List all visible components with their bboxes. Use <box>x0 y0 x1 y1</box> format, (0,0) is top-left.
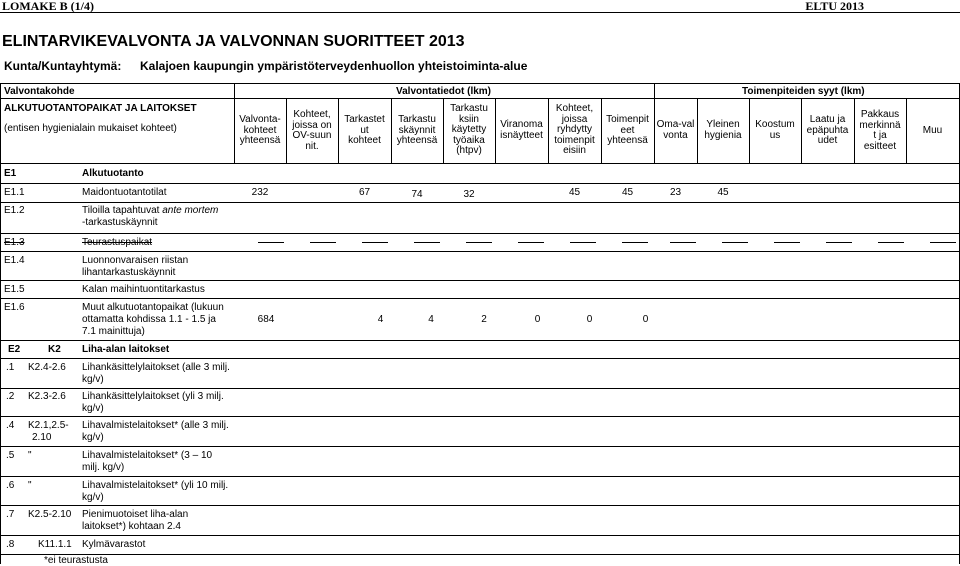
row-label-2: kg/v) <box>82 374 104 385</box>
form-id: LOMAKE B (1/4) <box>2 0 94 13</box>
rule <box>0 554 960 555</box>
row-label: Muut alkutuotantopaikat (lukuun <box>82 302 224 313</box>
rule <box>0 416 960 417</box>
footnote: *ei teurastusta <box>44 555 108 566</box>
cell-value: 4 <box>428 314 434 325</box>
rule <box>0 298 960 299</box>
row-k-code: K2.3-2.6 <box>28 391 66 402</box>
group-valvontatiedot: Valvontatiedot (lkm) <box>396 86 492 97</box>
rule <box>0 83 1 564</box>
row-label: Lihankäsittelylaitokset (alle 3 milj. <box>82 362 230 373</box>
row-label: Lihavalmistelaitokset* (yli 10 milj. <box>82 480 229 491</box>
row-k-code: K2.1,2.5- <box>28 420 69 431</box>
rule <box>0 98 960 99</box>
col-toimenpidekohteet: Kohteet, joissa ryhdytty toimenpit eisiin <box>554 103 595 156</box>
col-koostumus: Koostum us <box>755 119 795 141</box>
row-code: .8 <box>6 539 15 550</box>
cell-value: 32 <box>463 189 475 200</box>
cell-value: 45 <box>621 187 634 198</box>
row-label: Lihavalmistelaitokset* (3 – 10 <box>82 450 213 461</box>
rule <box>0 280 960 281</box>
row-k-code: " <box>28 450 32 461</box>
col-tyoaika: Tarkastu ksiin käytetty työaika (htpv) <box>450 103 488 156</box>
row-code: E1.4 <box>4 255 25 266</box>
row-label-3: 7.1 mainittuja) <box>82 326 145 337</box>
group-valvontakohde: Valvontakohde <box>4 86 75 97</box>
col-toimenpiteet: Toimenpit eet yhteensä <box>606 114 649 146</box>
rule <box>0 202 960 203</box>
rule <box>0 505 960 506</box>
row-label: Lihavalmistelaitokset* (alle 3 milj. <box>82 420 229 431</box>
row-label-2: kg/v) <box>82 492 104 503</box>
cell-value: 67 <box>358 187 371 198</box>
row-label-2: laitokset*) kohtaan 2.4 <box>82 521 181 532</box>
col-tarkastuskaynnit: Tarkastu skäynnit yhteensä <box>396 114 438 146</box>
kunta-value: Kalajoen kaupungin ympäristöterveydenhuollon yhteistoiminta-alue <box>140 59 528 73</box>
cell-value: 0 <box>534 314 541 325</box>
col-yleinen-hygienia: Yleinen hygienia <box>704 119 742 141</box>
row-label: Teurastuspaikat <box>82 237 153 248</box>
page-title: ELINTARVIKEVALVONTA JA VALVONNAN SUORITTEET 2013 <box>2 33 465 50</box>
cell-value: 23 <box>669 187 682 198</box>
e2-k: K2 <box>48 344 61 355</box>
row-label: Lihankäsittelylaitokset (yli 3 milj. <box>82 391 224 402</box>
row-label-2: ottamatta kohdissa 1.1 - 1.5 ja <box>82 314 216 325</box>
row-code: E1.2 <box>4 205 25 216</box>
row-label-2: kg/v) <box>82 432 104 443</box>
row-label: Pienimuotoiset liha-alan <box>82 509 189 520</box>
rule <box>0 163 960 164</box>
rule <box>0 83 960 84</box>
col-laatu: Laatu ja epäpuhta udet <box>806 114 849 146</box>
rule <box>0 233 960 234</box>
cell-value: 45 <box>568 187 581 198</box>
rule <box>0 535 960 536</box>
row-code: .4 <box>6 420 15 431</box>
row-code: E1.5 <box>4 284 25 295</box>
row-code: E1.1 <box>4 187 25 198</box>
col-pakkausmerkinnat: Pakkaus merkinnä t ja esitteet <box>859 109 901 152</box>
row-label-2: kg/v) <box>82 403 104 414</box>
e2-label: Liha-alan laitokset <box>82 344 170 355</box>
row-label: Luonnonvaraisen riistan <box>82 255 189 266</box>
col-valvontakohteet: Valvonta- kohteet yhteensä <box>239 114 281 146</box>
cell-value: 0 <box>642 314 649 325</box>
row-k-code: K2.5-2.10 <box>28 509 72 520</box>
row-k-code: " <box>28 480 32 491</box>
row-label-2: -tarkastuskäynnit <box>82 217 158 228</box>
cell-value: 74 <box>411 189 423 200</box>
rule <box>0 340 960 341</box>
rule <box>0 251 960 252</box>
row-label-2: milj. kg/v) <box>82 462 125 473</box>
row-label: Kylmävarastot <box>82 539 146 550</box>
org-label: ELTU 2013 <box>805 0 864 13</box>
rule <box>0 476 960 477</box>
row-label-2: lihantarkastuskäynnit <box>82 267 176 278</box>
e1-code: E1 <box>4 168 17 179</box>
col-tarkastetut: Tarkastet ut kohteet <box>344 114 385 146</box>
rule <box>0 388 960 389</box>
e2-code: E2 <box>8 344 21 355</box>
row-k-code: K11.1.1 <box>38 539 72 550</box>
kunta-label: Kunta/Kuntayhtymä: <box>4 59 122 73</box>
section-subhead: (entisen hygienialain mukaiset kohteet) <box>4 123 177 134</box>
col-omavalvonta: Oma-val vonta <box>656 119 695 141</box>
col-muu: Muu <box>922 125 943 136</box>
row-code: .5 <box>6 450 15 461</box>
row-code: E1.3 <box>4 237 25 248</box>
row-code: .2 <box>6 391 15 402</box>
cell-value: 0 <box>586 314 593 325</box>
e1-label: Alkutuotanto <box>82 168 144 179</box>
cell-value: 2 <box>481 314 487 325</box>
cell-value: 4 <box>377 314 384 325</box>
row-label: Kalan maihintuontitarkastus <box>82 284 205 295</box>
row-code: .7 <box>6 509 15 520</box>
rule <box>0 358 960 359</box>
group-toimenpiteiden: Toimenpiteiden syyt (lkm) <box>742 86 865 97</box>
rule <box>0 183 960 184</box>
row-label: Maidontuotantotilat <box>82 187 167 198</box>
rule <box>0 446 960 447</box>
row-code: E1.6 <box>4 302 25 313</box>
row-label: Tiloilla tapahtuvat ante mortem <box>82 205 219 216</box>
row-k-code: K2.4-2.6 <box>28 362 66 373</box>
cell-value: 45 <box>717 187 729 198</box>
section-head: ALKUTUOTANTOPAIKAT JA LAITOKSET <box>4 103 197 114</box>
col-ov-suunnitelma: Kohteet, joissa on OV-suun nit. <box>292 109 332 152</box>
row-k-code-2: 2.10 <box>32 432 52 443</box>
cell-value: 684 <box>257 314 275 325</box>
col-viranomaisnaytteet: Viranoma isnäytteet <box>500 119 543 141</box>
cell-value: 232 <box>251 187 269 198</box>
row-code: .6 <box>6 480 15 491</box>
row-code: .1 <box>6 362 15 373</box>
